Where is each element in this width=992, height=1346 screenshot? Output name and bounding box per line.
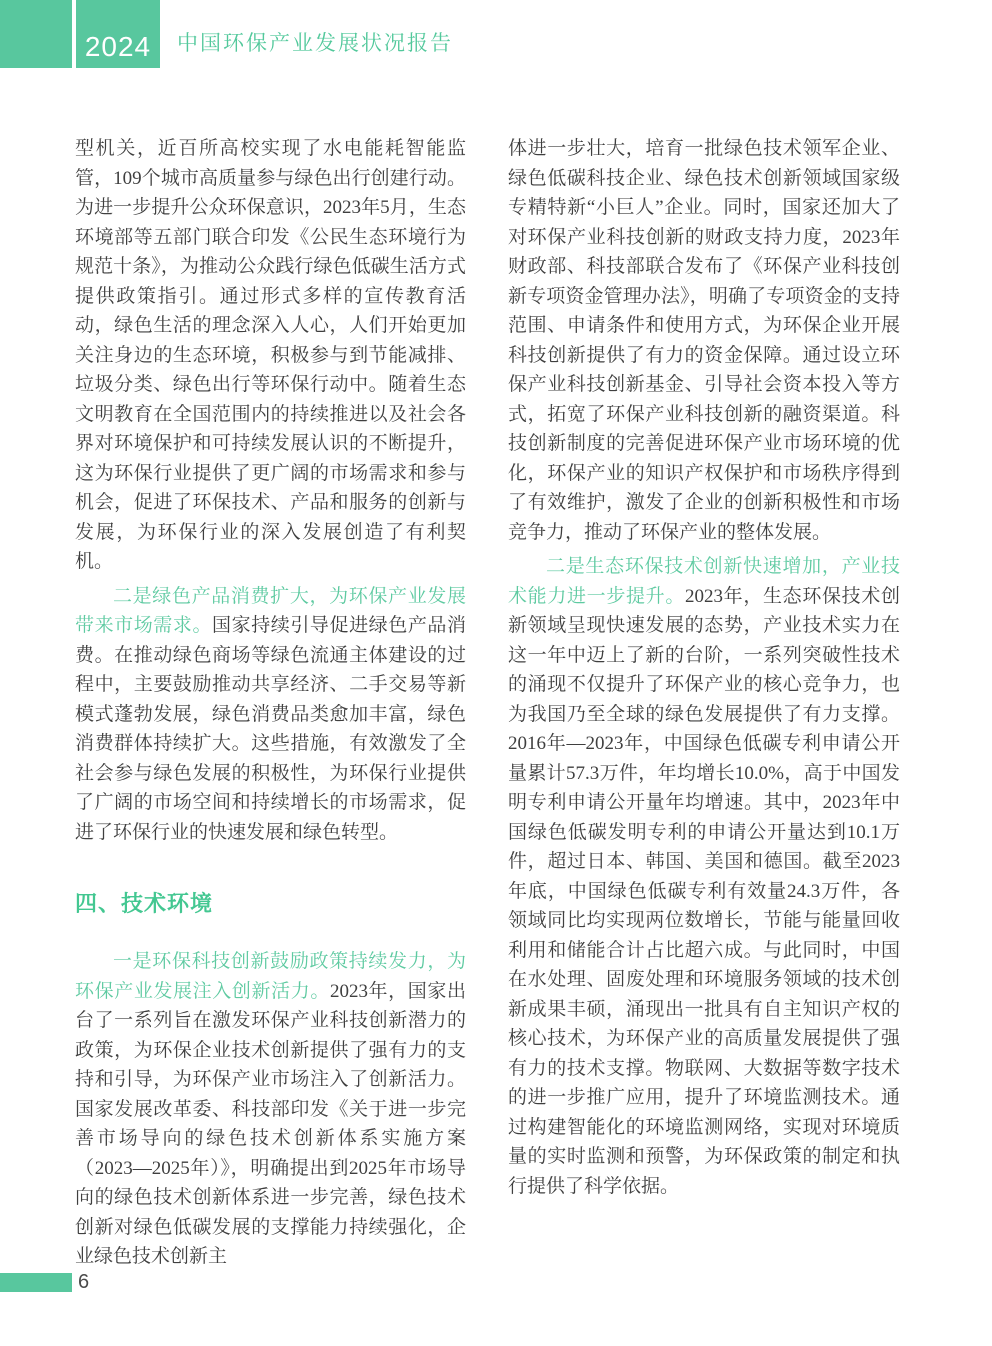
paragraph-text: 型机关，近百所高校实现了水电能耗智能监管，109个城市高质量参与绿色出行创建行动。为进一步提升公众环保意识，2023年5月，生态环境部等五部门联合印发《公民生态环境行为规范十条》，为推动公众践行绿色低碳生活方式提供政策指引。通过形式多样的宣传教育活动，绿色生活的理念深入人心，人们开始更加关注身边的生态环境，积极参与到节能减排、垃圾分类、绿色出行等环保行动中。随着生态文明教育在全国范围内的持续推进以及社会各界对环境保护和可持续发展认识的不断提升，这为环保行业提供了更广阔的市场需求和参与机会，促进了环保技术、产品和服务的创新与发展，为环保行业的深入发展创造了有利契机。	[75, 138, 466, 572]
content-columns	[75, 134, 898, 1272]
paragraph-green-lead	[75, 582, 466, 848]
left-column	[75, 134, 466, 1272]
paragraph-text: 体进一步壮大，培育一批绿色技术领军企业、绿色低碳科技企业、绿色技术创新领域国家级专精特新“小巨人”企业。同时，国家还加大了对环保产业科技创新的财政支持力度，2023年财政部、科技部联合发布了《环保产业科技创新专项资金管理办法》，明确了专项资金的支持范围、申请条件和使用方式，为环保企业开展科技创新提供了有力的资金保障。通过设立环保产业科技创新基金、引导社会资本投入等方式，拓宽了环保产业科技创新的融资渠道。科技创新制度的完善促进环保产业市场环境的优化，环保产业的知识产权保护和市场秩序得到了有效维护，激发了企业的创新积极性和市场竞争力，推动了环保产业的整体发展。	[508, 138, 900, 543]
lead-sentence: 二是绿色产品消费扩大，为环保产业发展带来市场需求。	[75, 585, 466, 636]
section-heading: 四、技术环境	[75, 891, 214, 916]
footer-accent-bar	[0, 1273, 72, 1292]
lead-sentence: 一是环保科技创新鼓励政策持续发力，为环保产业发展注入创新活力。	[75, 951, 466, 1002]
paragraph-green-lead	[75, 947, 466, 1272]
header-corner-block	[0, 0, 72, 68]
paragraph-text: 国家持续引导促进绿色产品消费。在推动绿色商场等绿色流通主体建设的过程中，主要鼓励推动共享经济、二手交易等新模式蓬勃发展，绿色消费品类愈加丰富，绿色消费群体持续扩大。这些措施，有效激发了全社会参与绿色发展的积极性，为环保行业提供了广阔的市场空间和持续增长的市场需求，促进了环保行业的快速发展和绿色转型。	[75, 615, 466, 843]
lead-sentence: 二是生态环保技术创新快速增加，产业技术能力进一步提升。	[508, 556, 900, 607]
paragraph-text: 2023年，国家出台了一系列旨在激发环保产业科技创新潜力的政策，为环保企业技术创新提供了强有力的支持和引导，为环保产业市场注入了创新活力。国家发展改革委、科技部印发《关于进一步完善市场导向的绿色技术创新体系实施方案（2023—2025年）》，明确提出到2025年市场导向的绿色技术创新体系进一步完善，绿色技术创新对绿色低碳发展的支撑能力持续强化，企业绿色技术创新主	[75, 980, 466, 1267]
report-year: 2024	[84, 31, 152, 62]
page-header	[0, 0, 992, 68]
paragraph-continuation	[508, 134, 900, 547]
paragraph-text: 2023年，生态环保技术创新领域呈现快速发展的态势，产业技术实力在这一年中迈上了新的台阶，一系列突破性技术的涌现不仅提升了环保产业的核心竞争力，也为我国乃至全球的绿色发展提供了有力支撑。2016年—2023年，中国绿色低碳专利申请公开量累计57.3万件，年均增长10.0%，高于中国发明专利申请公开量年均增速。其中，2023年中国绿色低碳发明专利的申请公开量达到10.1万件，超过日本、韩国、美国和德国。截至2023年底，中国绿色低碳专利有效量24.3万件，各领域同比均实现两位数增长，节能与能量回收利用和储能合计占比超六成。与此同时，中国在水处理、固废处理和环境服务领域的技术创新成果丰硕，涌现出一批具有自主知识产权的核心技术，为环保产业的高质量发展提供了强有力的技术支撑。物联网、大数据等数字技术的进一步推广应用，提升了环境监测技术。通过构建智能化的环境监测网络，实现对环境质量的实时监测和预警，为环保政策的制定和执行提供了科学依据。	[508, 585, 900, 1197]
paragraph-continuation	[75, 134, 466, 577]
report-title: 中国环保产业发展状况报告	[177, 32, 453, 55]
paragraph-green-lead	[508, 552, 900, 1201]
header-year-block	[76, 0, 160, 68]
page-number: 6	[78, 1271, 90, 1293]
right-column	[508, 134, 900, 1272]
